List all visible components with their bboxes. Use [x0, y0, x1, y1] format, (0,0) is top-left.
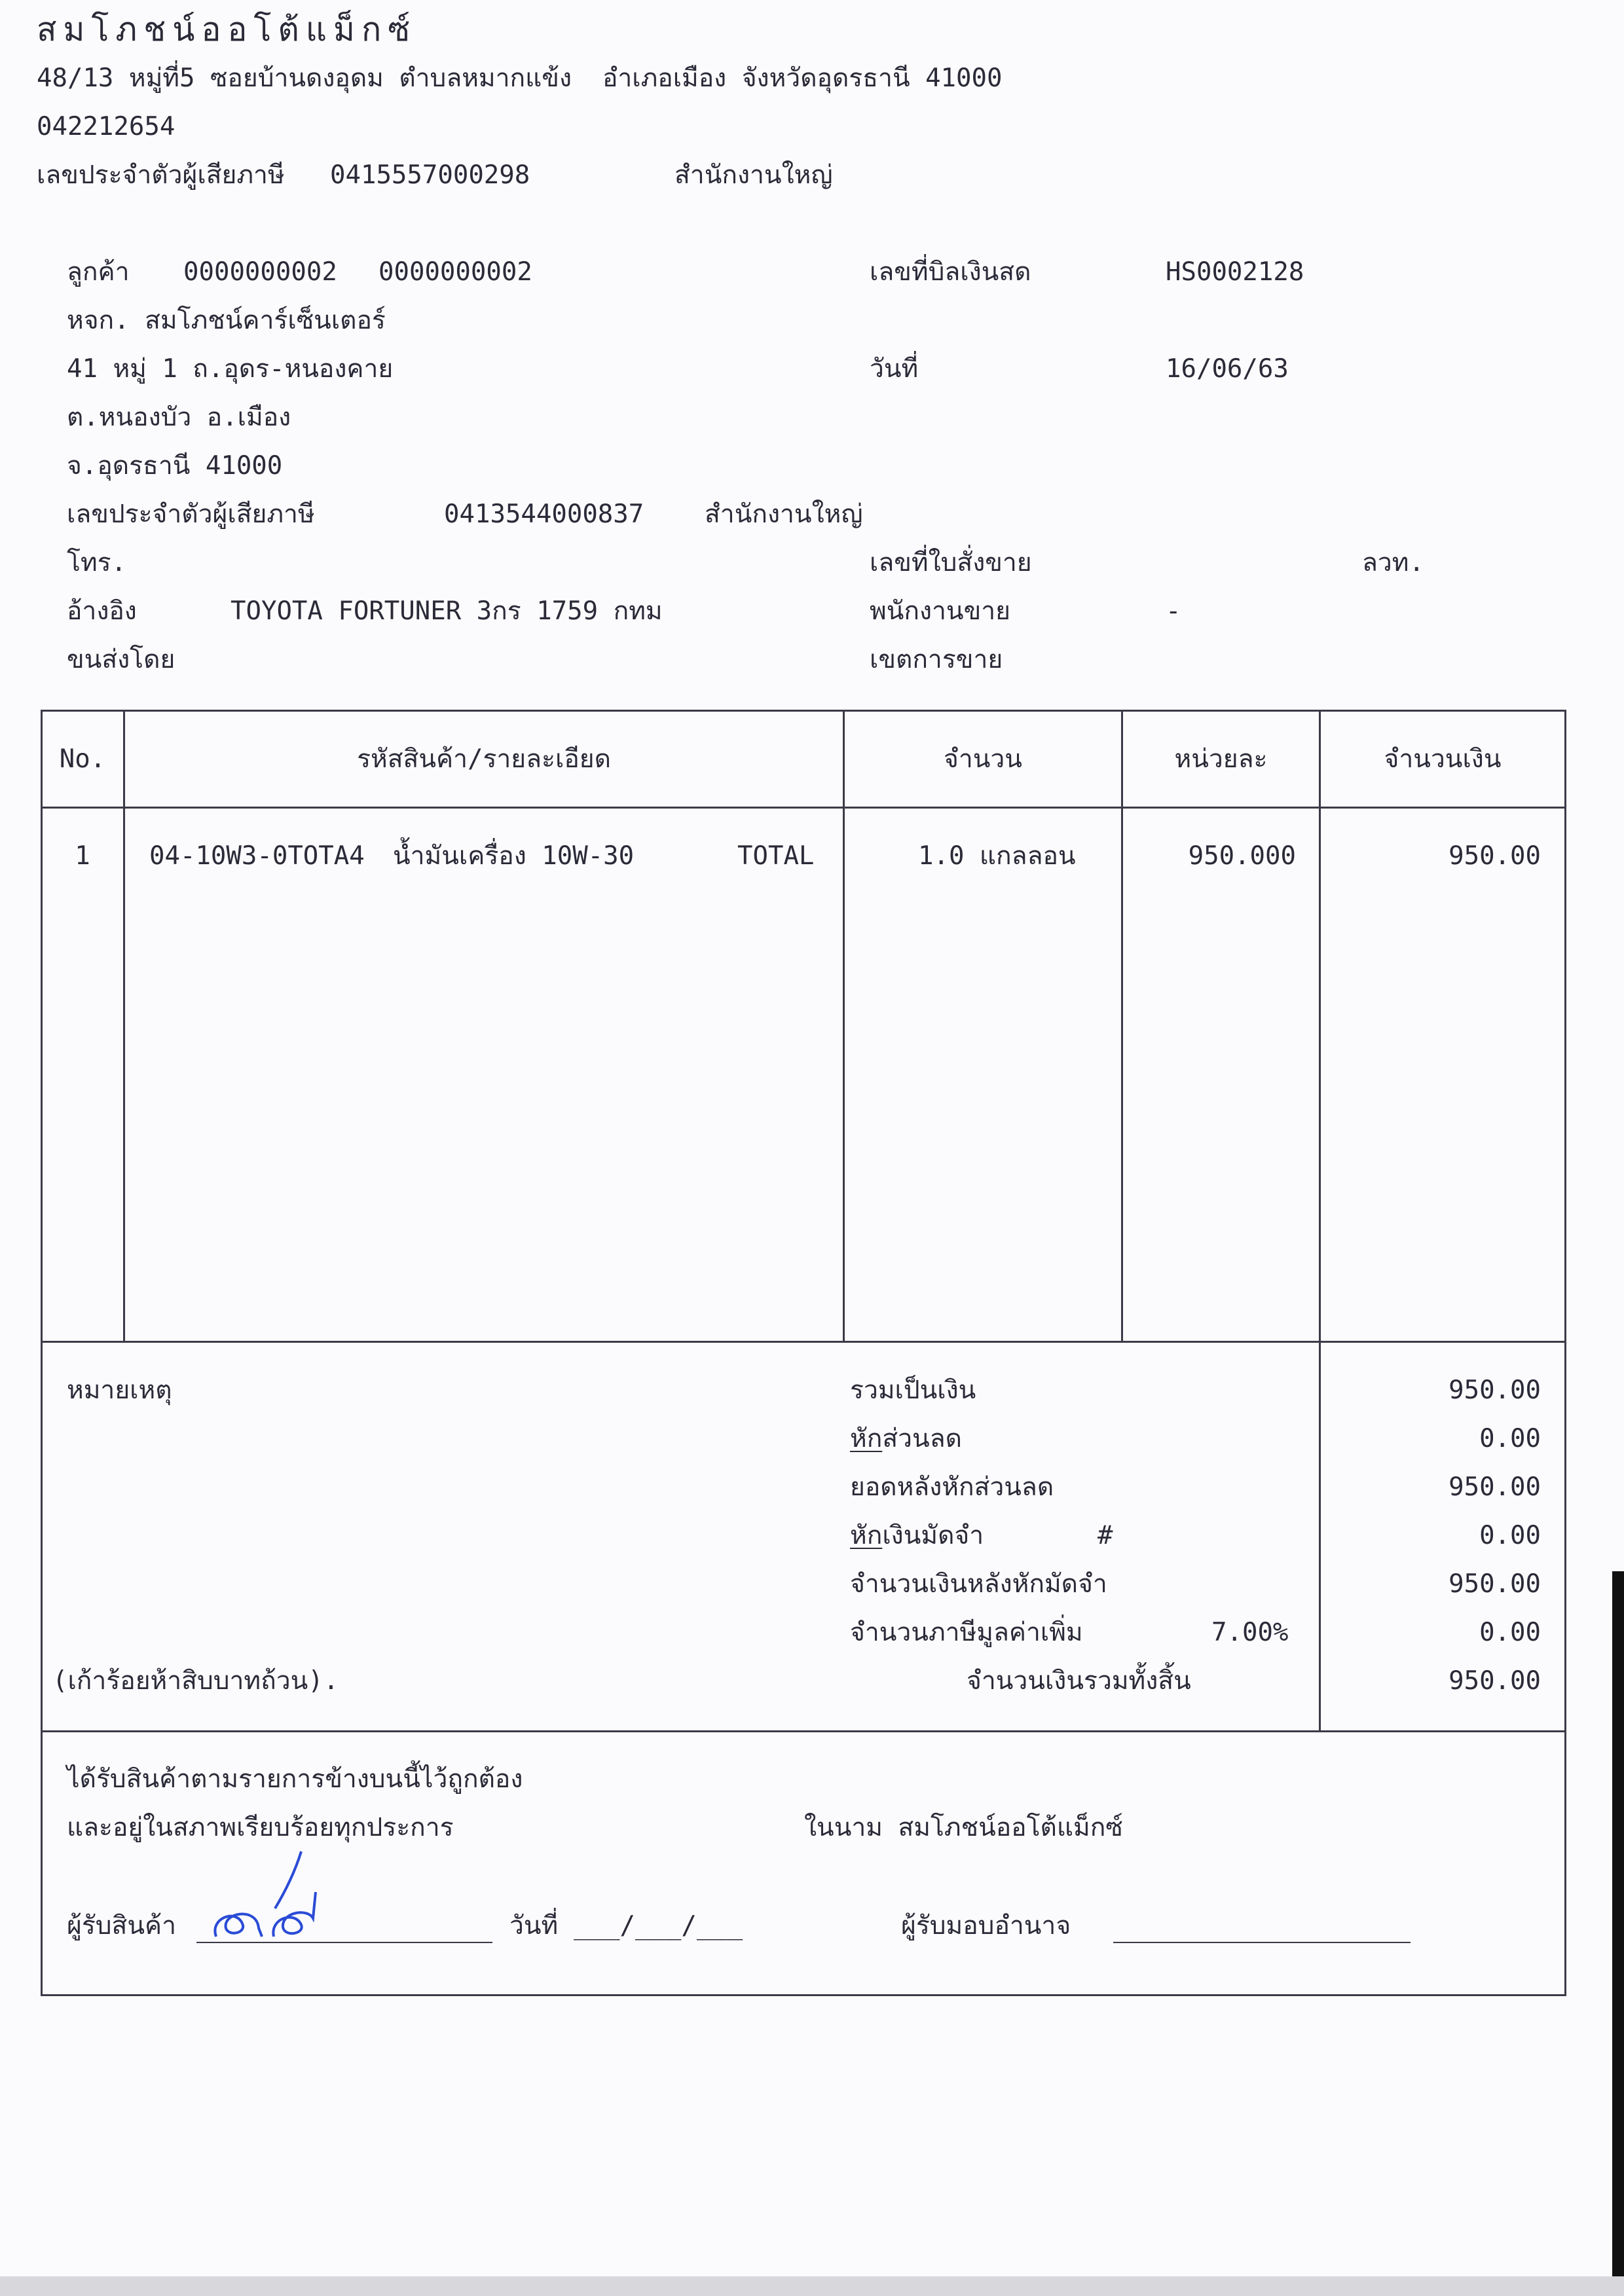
header-unit-price: หน่วยละ — [1174, 744, 1268, 774]
row-product-code: 04-10W3-0TOTA4 — [149, 841, 365, 871]
receiver-signature — [196, 1846, 354, 1944]
discount-label — [850, 1426, 962, 1451]
on-behalf-of: ในนาม สมโภชน์ออโต้แม็กซ์ — [804, 1813, 1123, 1842]
deposit-label-text: เงินมัดจำ — [882, 1521, 984, 1550]
customer-address-2: ต.หนองบัว อ.เมือง — [67, 403, 291, 432]
authorized-signature-line — [1113, 1942, 1411, 1943]
scan-bottom-strip — [0, 2276, 1624, 2296]
deposit-hash: # — [1098, 1521, 1113, 1550]
receive-date-blank: ___/___/___ — [574, 1911, 743, 1941]
company-phone: 042212654 — [37, 112, 175, 141]
customer-label: ลูกค้า — [67, 257, 130, 287]
row-no: 1 — [75, 841, 90, 871]
col-divider-no — [123, 710, 125, 1342]
company-branch: สำนักงานใหญ่ — [674, 160, 833, 190]
deposit-label — [850, 1523, 984, 1548]
table-body-divider — [41, 1341, 1566, 1343]
row-description: น้ำมันเครื่อง 10W-30 — [393, 841, 635, 871]
row-quantity: 1.0 แกลลอน — [918, 841, 1076, 871]
receiver-label: ผู้รับสินค้า — [67, 1911, 177, 1941]
header-amount: จำนวนเงิน — [1384, 744, 1502, 774]
after-deposit-value: 950.00 — [1449, 1569, 1541, 1599]
after-discount-label: ยอดหลังหักส่วนลด — [850, 1472, 1054, 1502]
amount-in-words: (เก้าร้อยห้าสิบบาทถ้วน). — [52, 1666, 339, 1696]
grand-total-label: จำนวนเงินรวมทั้งสิ้น — [967, 1666, 1191, 1696]
receive-date-label: วันที่ — [509, 1911, 559, 1941]
col-divider-qty — [1121, 710, 1123, 1342]
row-amount: 950.00 — [1449, 841, 1541, 871]
invoice-date-label: วันที่ — [870, 354, 919, 384]
col-divider-desc — [843, 710, 845, 1342]
after-discount-value: 950.00 — [1449, 1472, 1541, 1502]
company-address: 48/13 หมู่ที่5 ซอยบ้านดงอุดม ตำบลหมากแข้ง อำเภอเมือง จังหวัดอุดรธานี 41000 — [37, 64, 1003, 93]
salesperson-value: - — [1166, 596, 1181, 626]
company-tax-id: 0415557000298 — [330, 160, 530, 190]
received-note-line-1: ได้รับสินค้าตามรายการข้างบนนี้ไว้ถูกต้อง — [67, 1764, 523, 1794]
customer-address-1: 41 หมู่ 1 ถ.อุดร-หนองคาย — [67, 354, 394, 384]
sales-zone-label: เขตการขาย — [870, 645, 1003, 674]
row-unit-price: 950.000 — [1188, 841, 1296, 871]
company-tax-id-label: เลขประจำตัวผู้เสียภาษี — [37, 160, 285, 190]
subtotal-value: 950.00 — [1449, 1376, 1541, 1405]
after-deposit-label: จำนวนเงินหลังหักมัดจำ — [850, 1569, 1107, 1599]
sales-order-label: เลขที่ใบสั่งขาย — [870, 548, 1032, 577]
customer-address-3: จ.อุดรธานี 41000 — [67, 451, 283, 481]
header-quantity: จำนวน — [944, 744, 1022, 774]
subtotal-label: รวมเป็นเงิน — [850, 1376, 976, 1405]
invoice-date: 16/06/63 — [1166, 354, 1289, 384]
authorized-label: ผู้รับมอบอำนาจ — [901, 1911, 1071, 1941]
bill-number-label: เลขที่บิลเงินสด — [870, 257, 1031, 287]
vat-label: จำนวนภาษีมูลค่าเพิ่ม — [850, 1618, 1083, 1647]
deposit-label-deduct: หัก — [850, 1521, 883, 1550]
remark-label: หมายเหตุ — [67, 1376, 172, 1405]
discount-value: 0.00 — [1479, 1424, 1541, 1453]
header-no: No. — [59, 744, 106, 774]
discount-label-text: ส่วนลด — [882, 1424, 962, 1453]
customer-name: หจก. สมโภชน์คาร์เซ็นเตอร์ — [67, 306, 386, 335]
shipping-label: ขนส่งโดย — [67, 645, 175, 674]
customer-tax-id: 0413544000837 — [444, 500, 644, 529]
table-header-divider — [41, 807, 1566, 809]
company-name: สมโภชน์ออโต้แม็กซ์ — [37, 10, 417, 48]
vat-rate: 7.00% — [1211, 1618, 1289, 1647]
deposit-value: 0.00 — [1479, 1521, 1541, 1550]
vat-value: 0.00 — [1479, 1618, 1541, 1647]
customer-tax-id-label: เลขประจำตัวผู้เสียภาษี — [67, 500, 315, 529]
received-note-line-2: และอยู่ในสภาพเรียบร้อยทุกประการ — [67, 1813, 454, 1842]
customer-code-1: 0000000002 — [183, 257, 337, 287]
scan-edge-shadow — [1612, 1571, 1624, 2296]
customer-phone-label: โทร. — [67, 548, 127, 577]
sales-order-suffix: ลวท. — [1362, 548, 1424, 577]
header-description: รหัสสินค้า/รายละเอียด — [357, 744, 611, 774]
summary-footer-divider — [41, 1730, 1566, 1732]
bill-number: HS0002128 — [1166, 257, 1304, 287]
customer-code-2: 0000000002 — [378, 257, 532, 287]
reference-value: TOYOTA FORTUNER 3กร 1759 กทม — [231, 596, 663, 626]
salesperson-label: พนักงานขาย — [870, 596, 1010, 626]
grand-total-value: 950.00 — [1449, 1666, 1541, 1696]
discount-label-deduct: หัก — [850, 1424, 883, 1453]
customer-branch: สำนักงานใหญ่ — [705, 500, 863, 529]
reference-label: อ้างอิง — [67, 596, 137, 626]
items-table-frame — [41, 710, 1566, 1996]
row-brand: TOTAL — [737, 841, 815, 871]
